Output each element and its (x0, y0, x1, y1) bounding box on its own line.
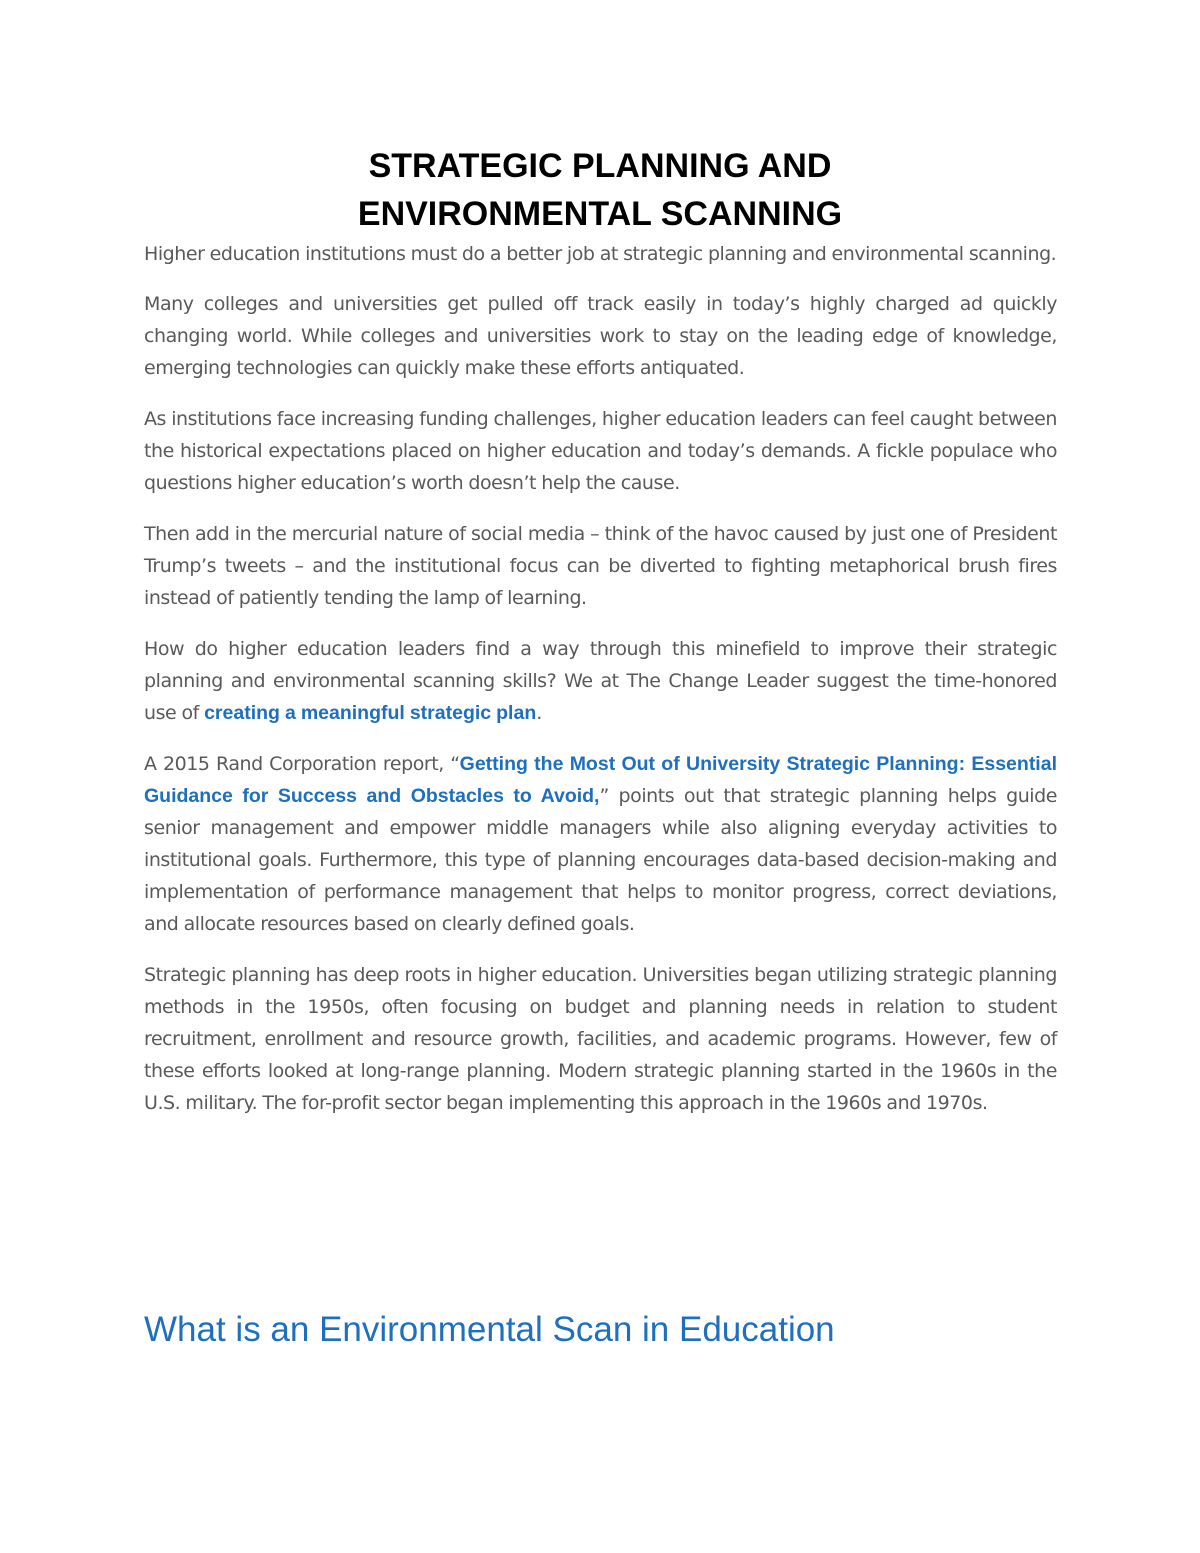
paragraph-rand-text-end: ” points out that strategic planning helps guide senior management and empower middle managers while also aligning everyday activities to institutional goals. Furthermore, this type of planning encourages data-based decision-making and implementation of performance management that helps to monitor progress, correct deviations, and allocate resources based on clearly defined goals. (144, 785, 1057, 935)
paragraph-funding-challenges: As institutions face increasing funding challenges, higher education leaders can feel caught between the historical expectations placed on higher education and today’s demands. A fickle populace who questions higher education’s worth doesn’t help the cause. (144, 408, 1057, 494)
paragraph-rand-text-start: A 2015 Rand Corporation report, “ (144, 753, 460, 775)
page-title-line-2: ENVIRONMENTAL SCANNING (357, 195, 843, 233)
paragraph-minefield-text: How do higher education leaders find a way through this minefield to improve their strategic planning and environmental scanning skills? We at The Change Leader suggest the time-honored use of (144, 638, 1057, 724)
paragraph-minefield (144, 633, 1057, 729)
paragraph-intro: Higher education institutions must do a better job at strategic planning and environmental scanning. (144, 243, 1057, 265)
page-title-line-1: STRATEGIC PLANNING AND (368, 147, 832, 185)
paragraph-social-media: Then add in the mercurial nature of social media – think of the havoc caused by just one of President Trump’s tweets – and the institutional focus can be diverted to fighting metaphorical brush fires instead of patiently tending the lamp of learning. (144, 523, 1057, 609)
paragraph-deep-roots: Strategic planning has deep roots in higher education. Universities began utilizing strategic planning methods in the 1950s, often focusing on budget and planning needs in relation to student recruitment, enrollment and resource growth, facilities, and academic programs. However, few of these efforts looked at long-range planning. Modern strategic planning started in the 1960s in the U.S. military. The for-profit sector began implementing this approach in the 1960s and 1970s. (144, 964, 1057, 1114)
paragraph-colleges-off-track: Many colleges and universities get pulled off track easily in today’s highly charged ad quickly changing world. While colleges and universities work to stay on the leading edge of knowledge, emerging technologies can quickly make these efforts antiquated. (144, 293, 1057, 379)
rand-report-link[interactable]: Getting the Most Out of University Strategic Planning: Essential Guidance for Success and Obstacles to Avoid, (144, 753, 1057, 807)
page-title (144, 142, 1056, 238)
paragraph-minefield-end: . (536, 702, 542, 724)
strategic-plan-link[interactable]: creating a meaningful strategic plan (204, 702, 537, 724)
article-body (144, 238, 1057, 1138)
section-heading-environmental-scan: What is an Environmental Scan in Education (144, 1310, 835, 1349)
paragraph-rand-report (144, 748, 1057, 940)
